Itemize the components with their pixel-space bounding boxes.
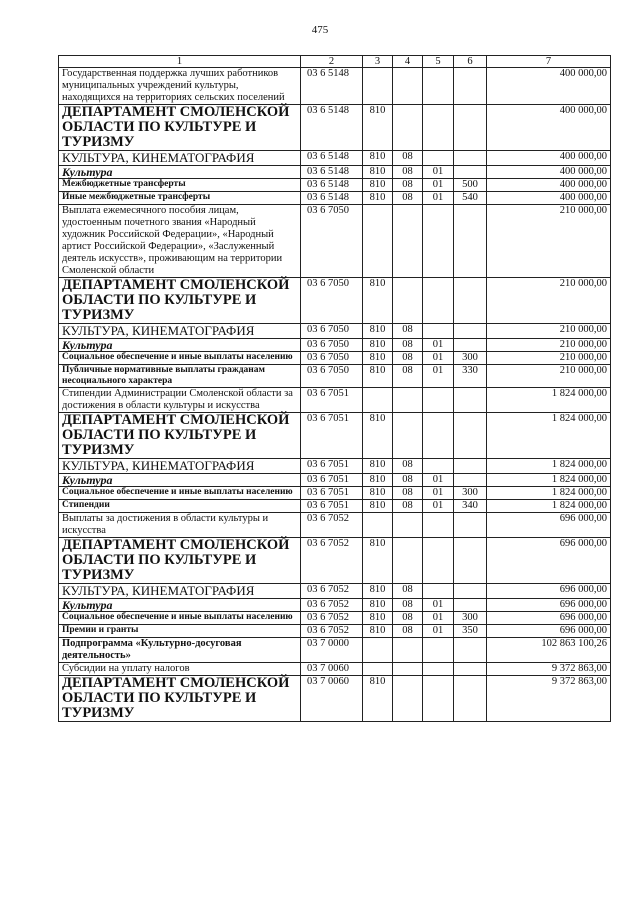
target-code-cell: 03 6 5148 bbox=[301, 179, 363, 192]
amount-cell: 400 000,00 bbox=[487, 68, 611, 105]
header-col-4: 4 bbox=[393, 56, 423, 68]
expense-type-cell bbox=[454, 151, 487, 166]
table-row bbox=[59, 324, 611, 339]
table-row bbox=[59, 166, 611, 179]
subsection-code-cell: 01 bbox=[423, 352, 454, 365]
row-name-cell: КУЛЬТУРА, КИНЕМАТОГРАФИЯ bbox=[59, 151, 301, 166]
ministry-code-cell: 810 bbox=[363, 487, 393, 500]
table-row bbox=[59, 638, 611, 663]
page-number: 475 bbox=[311, 24, 329, 36]
row-name-cell: ДЕПАРТАМЕНТ СМОЛЕНСКОЙ ОБЛАСТИ ПО КУЛЬТУРЕ И ТУРИЗМУ bbox=[59, 105, 301, 151]
row-name-cell: Подпрограмма «Культурно-досуговая деятельность» bbox=[59, 638, 301, 663]
ministry-code-cell bbox=[363, 638, 393, 663]
table-row bbox=[59, 365, 611, 388]
table-row bbox=[59, 205, 611, 278]
amount-cell: 1 824 000,00 bbox=[487, 459, 611, 474]
target-code-cell: 03 6 7051 bbox=[301, 500, 363, 513]
subsection-code-cell bbox=[423, 638, 454, 663]
section-code-cell: 08 bbox=[393, 339, 423, 352]
row-name-cell: Стипендии bbox=[59, 500, 301, 513]
header-col-3: 3 bbox=[363, 56, 393, 68]
expense-type-cell bbox=[454, 599, 487, 612]
expense-type-cell bbox=[454, 538, 487, 584]
expense-type-cell bbox=[454, 324, 487, 339]
target-code-cell: 03 7 0000 bbox=[301, 638, 363, 663]
target-code-cell: 03 6 7051 bbox=[301, 388, 363, 413]
section-code-cell: 08 bbox=[393, 625, 423, 638]
section-code-cell: 08 bbox=[393, 487, 423, 500]
header-col-7: 7 bbox=[487, 56, 611, 68]
subsection-code-cell bbox=[423, 513, 454, 538]
row-name-cell: Социальное обеспечение и иные выплаты населению bbox=[59, 612, 301, 625]
expense-type-cell bbox=[454, 663, 487, 676]
amount-cell: 210 000,00 bbox=[487, 278, 611, 324]
target-code-cell: 03 6 7052 bbox=[301, 612, 363, 625]
subsection-code-cell bbox=[423, 413, 454, 459]
ministry-code-cell: 810 bbox=[363, 105, 393, 151]
table-row bbox=[59, 68, 611, 105]
ministry-code-cell: 810 bbox=[363, 339, 393, 352]
row-name-cell: КУЛЬТУРА, КИНЕМАТОГРАФИЯ bbox=[59, 584, 301, 599]
amount-cell: 400 000,00 bbox=[487, 166, 611, 179]
section-code-cell: 08 bbox=[393, 365, 423, 388]
expense-type-cell: 300 bbox=[454, 612, 487, 625]
section-code-cell bbox=[393, 513, 423, 538]
row-name-cell: ДЕПАРТАМЕНТ СМОЛЕНСКОЙ ОБЛАСТИ ПО КУЛЬТУРЕ И ТУРИЗМУ bbox=[59, 676, 301, 722]
amount-cell: 400 000,00 bbox=[487, 151, 611, 166]
amount-cell: 400 000,00 bbox=[487, 105, 611, 151]
target-code-cell: 03 6 5148 bbox=[301, 105, 363, 151]
ministry-code-cell: 810 bbox=[363, 459, 393, 474]
section-code-cell bbox=[393, 638, 423, 663]
expense-type-cell bbox=[454, 339, 487, 352]
header-row bbox=[59, 56, 611, 68]
table-row bbox=[59, 192, 611, 205]
amount-cell: 1 824 000,00 bbox=[487, 388, 611, 413]
table-row bbox=[59, 513, 611, 538]
section-code-cell: 08 bbox=[393, 324, 423, 339]
header-col-1: 1 bbox=[59, 56, 301, 68]
row-name-cell: Субсидии на уплату налогов bbox=[59, 663, 301, 676]
amount-cell: 696 000,00 bbox=[487, 513, 611, 538]
target-code-cell: 03 7 0060 bbox=[301, 676, 363, 722]
header-col-6: 6 bbox=[454, 56, 487, 68]
subsection-code-cell: 01 bbox=[423, 179, 454, 192]
amount-cell: 696 000,00 bbox=[487, 584, 611, 599]
subsection-code-cell: 01 bbox=[423, 500, 454, 513]
table-body bbox=[59, 68, 611, 722]
section-code-cell: 08 bbox=[393, 599, 423, 612]
amount-cell: 9 372 863,00 bbox=[487, 676, 611, 722]
table-row bbox=[59, 538, 611, 584]
target-code-cell: 03 6 7050 bbox=[301, 339, 363, 352]
amount-cell: 1 824 000,00 bbox=[487, 487, 611, 500]
table-row bbox=[59, 625, 611, 638]
expense-type-cell: 300 bbox=[454, 487, 487, 500]
subsection-code-cell bbox=[423, 205, 454, 278]
ministry-code-cell: 810 bbox=[363, 151, 393, 166]
subsection-code-cell bbox=[423, 278, 454, 324]
row-name-cell: Культура bbox=[59, 599, 301, 612]
ministry-code-cell: 810 bbox=[363, 324, 393, 339]
section-code-cell: 08 bbox=[393, 584, 423, 599]
ministry-code-cell: 810 bbox=[363, 625, 393, 638]
section-code-cell bbox=[393, 538, 423, 584]
section-code-cell bbox=[393, 105, 423, 151]
expense-type-cell bbox=[454, 676, 487, 722]
section-code-cell: 08 bbox=[393, 179, 423, 192]
subsection-code-cell bbox=[423, 105, 454, 151]
target-code-cell: 03 7 0060 bbox=[301, 663, 363, 676]
section-code-cell bbox=[393, 278, 423, 324]
amount-cell: 210 000,00 bbox=[487, 352, 611, 365]
expense-type-cell: 500 bbox=[454, 179, 487, 192]
target-code-cell: 03 6 7050 bbox=[301, 365, 363, 388]
amount-cell: 1 824 000,00 bbox=[487, 500, 611, 513]
row-name-cell: КУЛЬТУРА, КИНЕМАТОГРАФИЯ bbox=[59, 459, 301, 474]
amount-cell: 696 000,00 bbox=[487, 612, 611, 625]
ministry-code-cell: 810 bbox=[363, 166, 393, 179]
row-name-cell: Межбюджетные трансферты bbox=[59, 179, 301, 192]
expense-type-cell: 340 bbox=[454, 500, 487, 513]
expense-type-cell: 300 bbox=[454, 352, 487, 365]
table-row bbox=[59, 584, 611, 599]
ministry-code-cell: 810 bbox=[363, 474, 393, 487]
target-code-cell: 03 6 7050 bbox=[301, 205, 363, 278]
table-row bbox=[59, 500, 611, 513]
ministry-code-cell: 810 bbox=[363, 365, 393, 388]
table-row bbox=[59, 413, 611, 459]
expense-type-cell bbox=[454, 474, 487, 487]
ministry-code-cell bbox=[363, 205, 393, 278]
row-name-cell: Социальное обеспечение и иные выплаты населению bbox=[59, 487, 301, 500]
row-name-cell: Иные межбюджетные трансферты bbox=[59, 192, 301, 205]
ministry-code-cell: 810 bbox=[363, 352, 393, 365]
header-col-5: 5 bbox=[423, 56, 454, 68]
row-name-cell: Выплаты за достижения в области культуры и искусства bbox=[59, 513, 301, 538]
ministry-code-cell bbox=[363, 663, 393, 676]
row-name-cell: ДЕПАРТАМЕНТ СМОЛЕНСКОЙ ОБЛАСТИ ПО КУЛЬТУРЕ И ТУРИЗМУ bbox=[59, 413, 301, 459]
ministry-code-cell bbox=[363, 68, 393, 105]
row-name-cell: Стипендии Администрации Смоленской области за достижения в области культуры и искусства bbox=[59, 388, 301, 413]
subsection-code-cell: 01 bbox=[423, 625, 454, 638]
ministry-code-cell: 810 bbox=[363, 413, 393, 459]
amount-cell: 696 000,00 bbox=[487, 538, 611, 584]
table-row bbox=[59, 151, 611, 166]
subsection-code-cell bbox=[423, 324, 454, 339]
section-code-cell bbox=[393, 413, 423, 459]
subsection-code-cell bbox=[423, 676, 454, 722]
table-row bbox=[59, 599, 611, 612]
section-code-cell: 08 bbox=[393, 500, 423, 513]
subsection-code-cell: 01 bbox=[423, 365, 454, 388]
target-code-cell: 03 6 5148 bbox=[301, 192, 363, 205]
ministry-code-cell bbox=[363, 388, 393, 413]
table-row bbox=[59, 388, 611, 413]
target-code-cell: 03 6 7052 bbox=[301, 584, 363, 599]
section-code-cell bbox=[393, 205, 423, 278]
subsection-code-cell bbox=[423, 459, 454, 474]
expense-type-cell: 350 bbox=[454, 625, 487, 638]
ministry-code-cell: 810 bbox=[363, 599, 393, 612]
expense-type-cell bbox=[454, 68, 487, 105]
row-name-cell: ДЕПАРТАМЕНТ СМОЛЕНСКОЙ ОБЛАСТИ ПО КУЛЬТУРЕ И ТУРИЗМУ bbox=[59, 278, 301, 324]
target-code-cell: 03 6 7052 bbox=[301, 625, 363, 638]
target-code-cell: 03 6 7052 bbox=[301, 513, 363, 538]
expense-type-cell: 540 bbox=[454, 192, 487, 205]
amount-cell: 210 000,00 bbox=[487, 339, 611, 352]
target-code-cell: 03 6 7050 bbox=[301, 278, 363, 324]
ministry-code-cell: 810 bbox=[363, 192, 393, 205]
expense-type-cell bbox=[454, 638, 487, 663]
subsection-code-cell: 01 bbox=[423, 166, 454, 179]
amount-cell: 400 000,00 bbox=[487, 192, 611, 205]
section-code-cell bbox=[393, 68, 423, 105]
ministry-code-cell: 810 bbox=[363, 612, 393, 625]
section-code-cell bbox=[393, 388, 423, 413]
subsection-code-cell: 01 bbox=[423, 339, 454, 352]
subsection-code-cell: 01 bbox=[423, 192, 454, 205]
expense-type-cell bbox=[454, 513, 487, 538]
table-row bbox=[59, 612, 611, 625]
row-name-cell: Премии и гранты bbox=[59, 625, 301, 638]
budget-table bbox=[58, 55, 611, 722]
section-code-cell: 08 bbox=[393, 459, 423, 474]
target-code-cell: 03 6 7052 bbox=[301, 538, 363, 584]
amount-cell: 210 000,00 bbox=[487, 324, 611, 339]
expense-type-cell bbox=[454, 459, 487, 474]
amount-cell: 210 000,00 bbox=[487, 205, 611, 278]
expense-type-cell bbox=[454, 388, 487, 413]
expense-type-cell: 330 bbox=[454, 365, 487, 388]
subsection-code-cell bbox=[423, 584, 454, 599]
table-row bbox=[59, 339, 611, 352]
row-name-cell: Государственная поддержка лучших работников муниципальных учреждений культуры, находящихся на территориях сельских поселений bbox=[59, 68, 301, 105]
amount-cell: 400 000,00 bbox=[487, 179, 611, 192]
section-code-cell bbox=[393, 676, 423, 722]
row-name-cell: Социальное обеспечение и иные выплаты населению bbox=[59, 352, 301, 365]
section-code-cell: 08 bbox=[393, 612, 423, 625]
section-code-cell: 08 bbox=[393, 352, 423, 365]
target-code-cell: 03 6 5148 bbox=[301, 166, 363, 179]
section-code-cell bbox=[393, 663, 423, 676]
expense-type-cell bbox=[454, 584, 487, 599]
subsection-code-cell bbox=[423, 68, 454, 105]
row-name-cell: Культура bbox=[59, 474, 301, 487]
amount-cell: 696 000,00 bbox=[487, 625, 611, 638]
ministry-code-cell: 810 bbox=[363, 500, 393, 513]
target-code-cell: 03 6 7051 bbox=[301, 413, 363, 459]
section-code-cell: 08 bbox=[393, 151, 423, 166]
section-code-cell: 08 bbox=[393, 474, 423, 487]
subsection-code-cell: 01 bbox=[423, 474, 454, 487]
ministry-code-cell: 810 bbox=[363, 538, 393, 584]
table-row bbox=[59, 487, 611, 500]
amount-cell: 696 000,00 bbox=[487, 599, 611, 612]
row-name-cell: Культура bbox=[59, 166, 301, 179]
section-code-cell: 08 bbox=[393, 192, 423, 205]
table-row bbox=[59, 278, 611, 324]
target-code-cell: 03 6 7051 bbox=[301, 474, 363, 487]
ministry-code-cell: 810 bbox=[363, 676, 393, 722]
table-row bbox=[59, 105, 611, 151]
subsection-code-cell: 01 bbox=[423, 487, 454, 500]
table-row bbox=[59, 179, 611, 192]
amount-cell: 210 000,00 bbox=[487, 365, 611, 388]
subsection-code-cell bbox=[423, 663, 454, 676]
target-code-cell: 03 6 7051 bbox=[301, 487, 363, 500]
header-col-2: 2 bbox=[301, 56, 363, 68]
target-code-cell: 03 6 7050 bbox=[301, 352, 363, 365]
amount-cell: 1 824 000,00 bbox=[487, 474, 611, 487]
target-code-cell: 03 6 7051 bbox=[301, 459, 363, 474]
amount-cell: 9 372 863,00 bbox=[487, 663, 611, 676]
expense-type-cell bbox=[454, 205, 487, 278]
expense-type-cell bbox=[454, 278, 487, 324]
subsection-code-cell: 01 bbox=[423, 612, 454, 625]
row-name-cell: Публичные нормативные выплаты гражданам несоциального характера bbox=[59, 365, 301, 388]
table-row bbox=[59, 663, 611, 676]
target-code-cell: 03 6 7050 bbox=[301, 324, 363, 339]
subsection-code-cell: 01 bbox=[423, 599, 454, 612]
ministry-code-cell bbox=[363, 513, 393, 538]
expense-type-cell bbox=[454, 105, 487, 151]
table-row bbox=[59, 676, 611, 722]
target-code-cell: 03 6 5148 bbox=[301, 68, 363, 105]
amount-cell: 102 863 100,26 bbox=[487, 638, 611, 663]
subsection-code-cell bbox=[423, 388, 454, 413]
table-row bbox=[59, 459, 611, 474]
ministry-code-cell: 810 bbox=[363, 278, 393, 324]
expense-type-cell bbox=[454, 166, 487, 179]
row-name-cell: Культура bbox=[59, 339, 301, 352]
target-code-cell: 03 6 7052 bbox=[301, 599, 363, 612]
table-row bbox=[59, 352, 611, 365]
row-name-cell: ДЕПАРТАМЕНТ СМОЛЕНСКОЙ ОБЛАСТИ ПО КУЛЬТУРЕ И ТУРИЗМУ bbox=[59, 538, 301, 584]
table-row bbox=[59, 474, 611, 487]
subsection-code-cell bbox=[423, 538, 454, 584]
section-code-cell: 08 bbox=[393, 166, 423, 179]
expense-type-cell bbox=[454, 413, 487, 459]
amount-cell: 1 824 000,00 bbox=[487, 413, 611, 459]
subsection-code-cell bbox=[423, 151, 454, 166]
row-name-cell: Выплата ежемесячного пособия лицам, удостоенным почетного звания «Народный художник Российской Федерации», «Народный артист Российской Федерации», «Заслуженный деятель искусств», проживающим на территории Смоленской области bbox=[59, 205, 301, 278]
row-name-cell: КУЛЬТУРА, КИНЕМАТОГРАФИЯ bbox=[59, 324, 301, 339]
ministry-code-cell: 810 bbox=[363, 584, 393, 599]
ministry-code-cell: 810 bbox=[363, 179, 393, 192]
target-code-cell: 03 6 5148 bbox=[301, 151, 363, 166]
